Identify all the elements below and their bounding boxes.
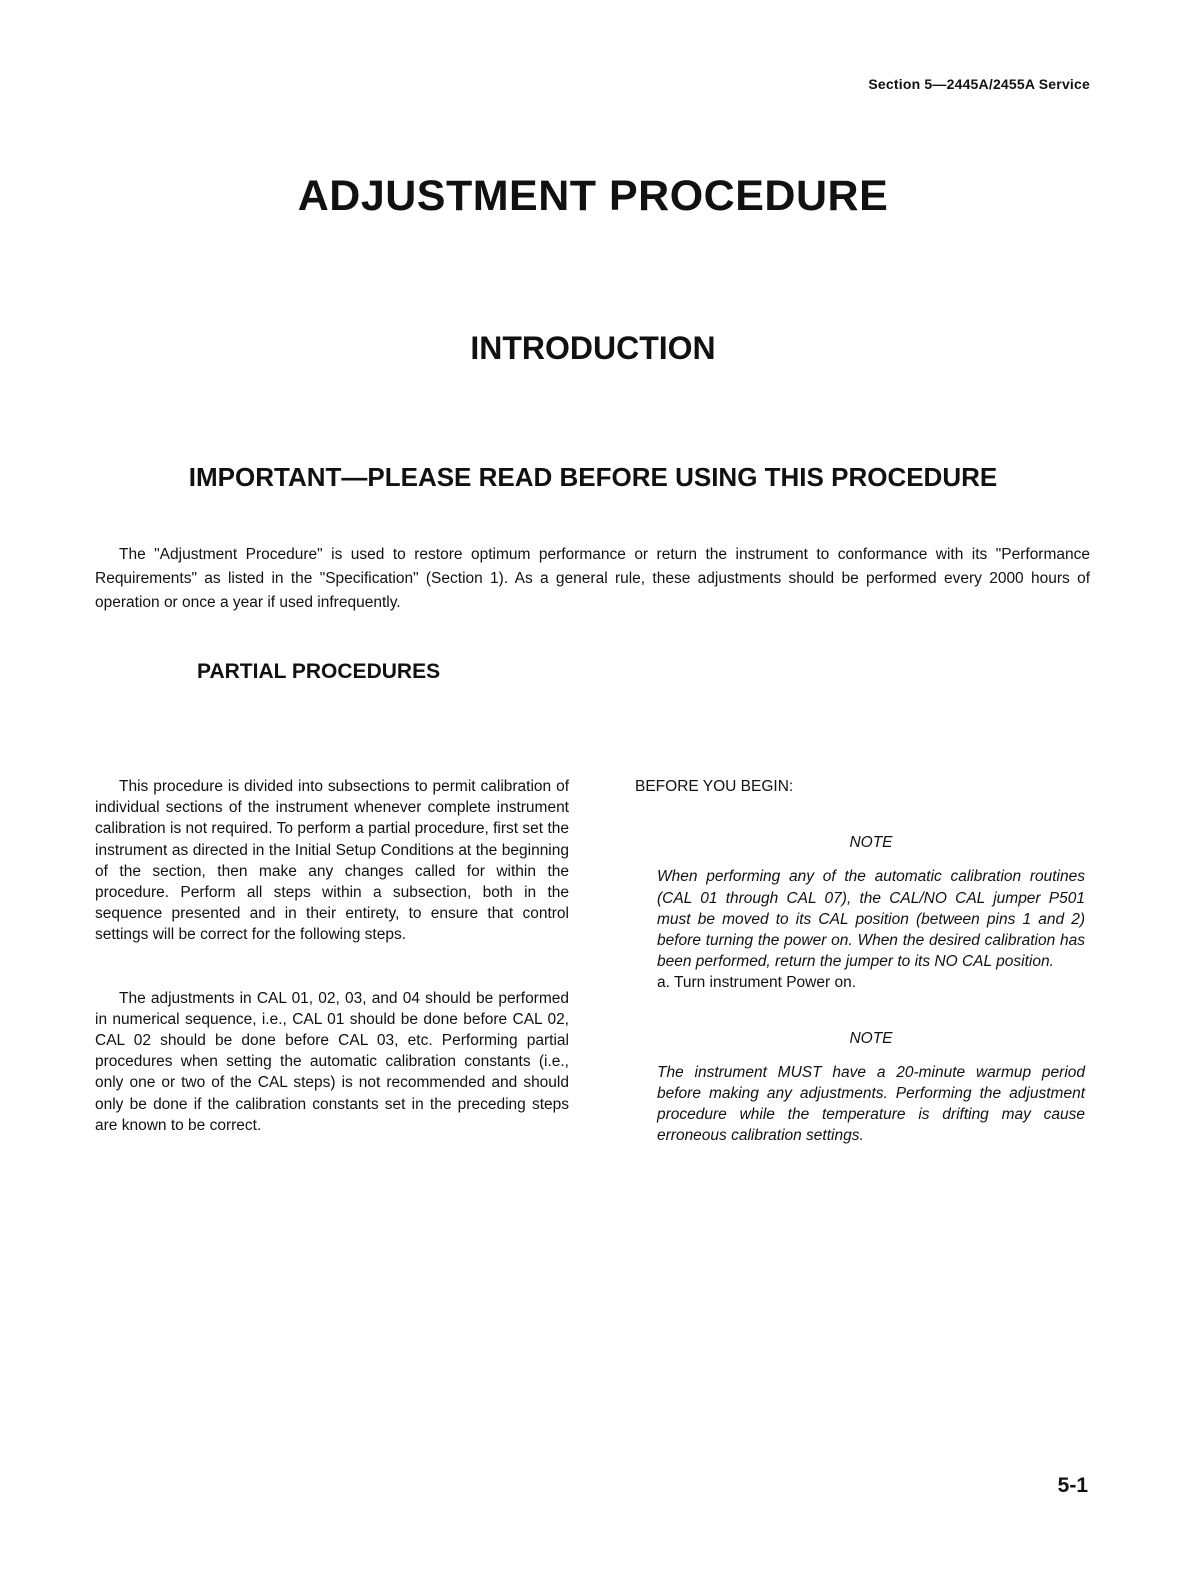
important-heading: IMPORTANT—PLEASE READ BEFORE USING THIS PROCEDURE bbox=[188, 462, 998, 492]
left-column bbox=[95, 776, 569, 1178]
partial-procedures-paragraph-2: The adjustments in CAL 01, 02, 03, and 04 should be performed in numerical sequence, i.e., CAL 01 should be done before CAL 02, CAL 02 should be done before CAL 03, etc. Performing partial procedures when setting the automatic calibration constants (i.e., only one or two of the CAL steps) is not recommended and should only be done if the calibration constants set in the preceding steps are known to be correct. bbox=[95, 989, 569, 1134]
partial-procedures-heading: PARTIAL PROCEDURES bbox=[197, 660, 441, 683]
note-label: NOTE bbox=[849, 834, 893, 852]
note-text: The instrument MUST have a 20-minute warmup period before making any adjustments. Performing the adjustment procedure while the temperature is drifting may cause erroneous calibration settings. bbox=[657, 1063, 1085, 1145]
note-text: When performing any of the automatic calibration routines (CAL 01 through CAL 07), the CAL/NO CAL jumper P501 must be moved to its CAL position (between pins 1 and 2) before turning the power on. When the desired calibration has been performed, return the jumper to its NO CAL position. bbox=[657, 868, 1085, 971]
right-column bbox=[635, 776, 1085, 1147]
page-title: ADJUSTMENT PROCEDURE bbox=[297, 172, 889, 220]
page-number: 5-1 bbox=[1057, 1474, 1088, 1497]
section-title: INTRODUCTION bbox=[470, 330, 716, 366]
running-header: Section 5—2445A/2455A Service bbox=[868, 76, 1090, 92]
before-you-begin-heading: BEFORE YOU BEGIN: bbox=[635, 778, 794, 795]
intro-paragraph: The "Adjustment Procedure" is used to restore optimum performance or return the instrument to conformance with its "Performance Requirements" as listed in the "Specification" (Section 1). As a general rule, these adjustments should be performed every 2000 hours of operation or once a year if used infrequently. bbox=[95, 546, 1090, 611]
step-a: a. Turn instrument Power on. bbox=[657, 974, 857, 992]
note-label: NOTE bbox=[849, 1029, 893, 1047]
partial-procedures-paragraph-1: This procedure is divided into subsections to permit calibration of individual sections of the instrument whenever complete instrument calibration is not required. To perform a partial procedure, first set the instrument as directed in the Initial Setup Conditions at the beginning of the section, then make any changes called for within the procedure. Perform all steps within a subsection, both in the sequence presented and in their entirety, to ensure that control settings will be correct for the following steps. bbox=[95, 778, 569, 944]
